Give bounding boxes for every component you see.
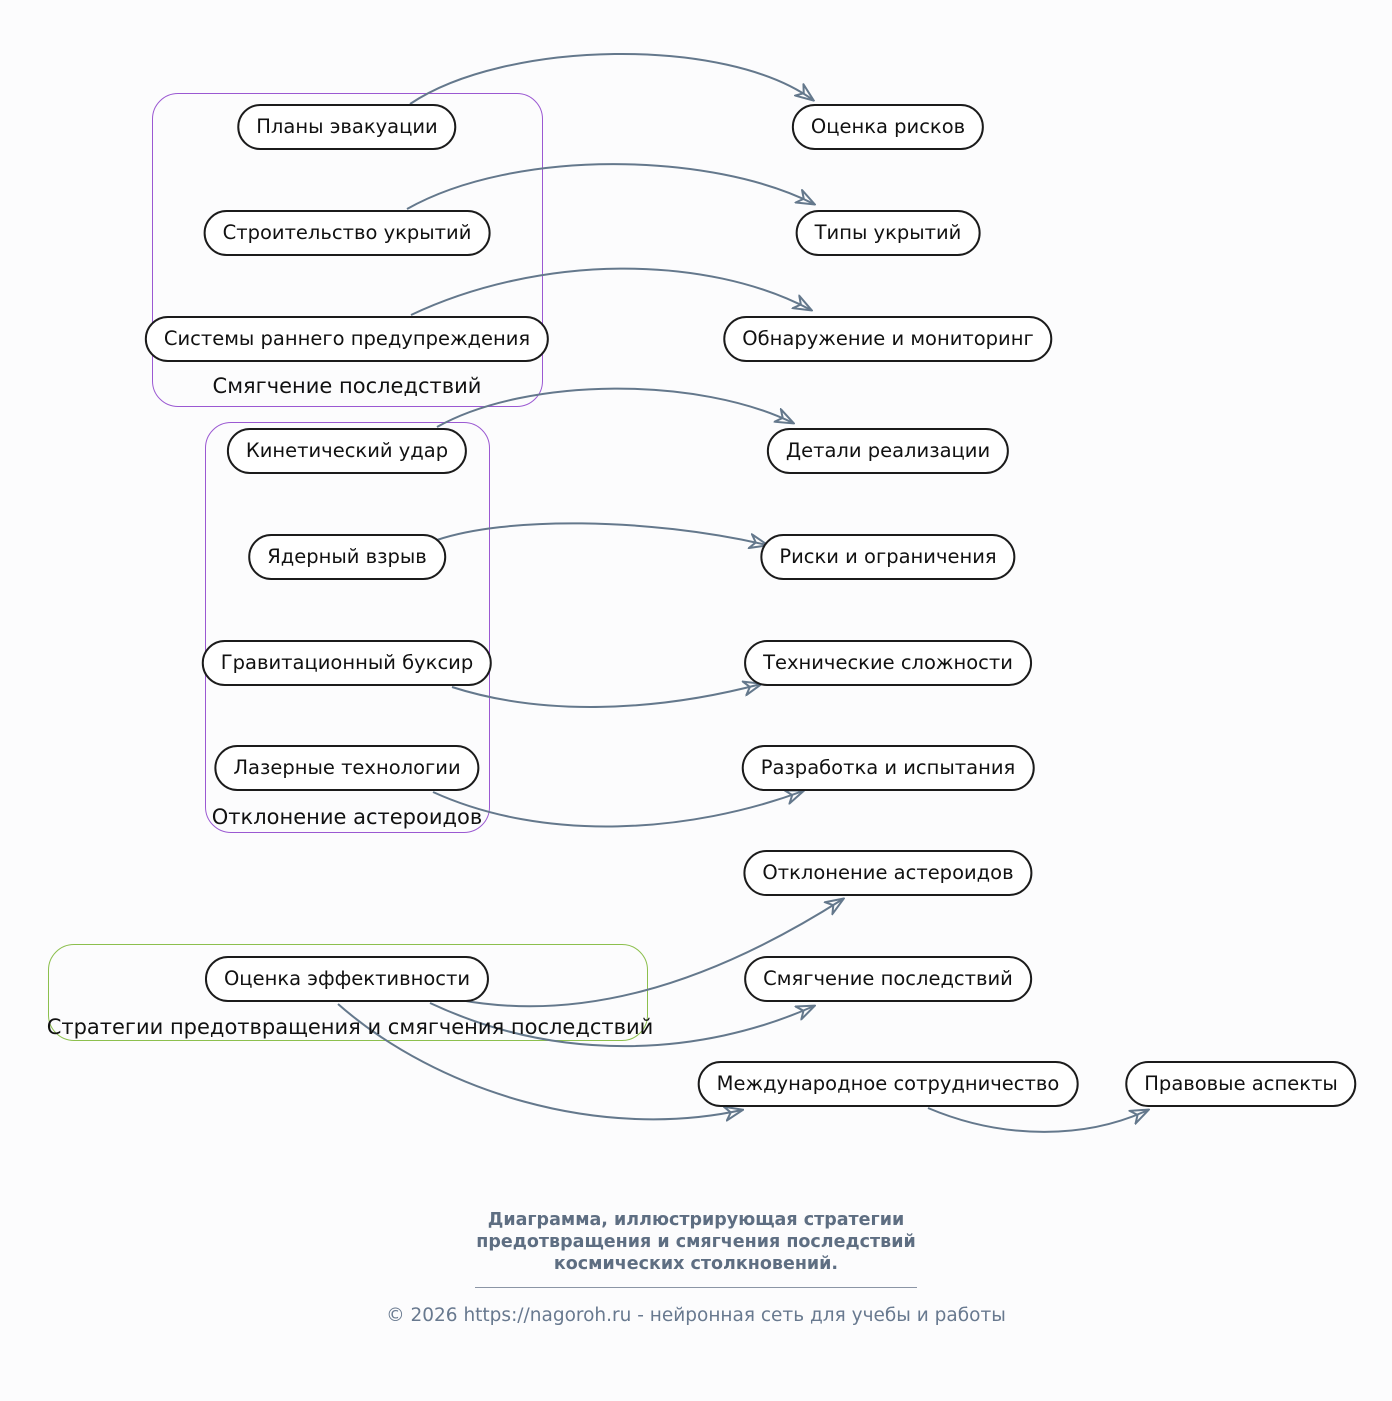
node-effectiveness-evaluation: Оценка эффективности	[205, 956, 489, 1002]
footer	[0, 1209, 1392, 1326]
node-consequence-mitigation: Смягчение последствий	[744, 956, 1032, 1002]
node-kinetic-impact: Кинетический удар	[227, 428, 467, 474]
edge-gravity-tractor-to-technical-difficulties	[452, 684, 761, 707]
node-laser-technologies: Лазерные технологии	[214, 745, 479, 791]
group-label-mitigation: Смягчение последствий	[212, 374, 482, 398]
footer-divider	[475, 1287, 917, 1288]
footer-caption	[0, 1209, 1392, 1275]
node-gravity-tractor: Гравитационный буксир	[202, 640, 492, 686]
node-shelter-types: Типы укрытий	[796, 210, 981, 256]
group-label-deflection: Отклонение астероидов	[211, 805, 483, 829]
node-risks-limitations: Риски и ограничения	[760, 534, 1015, 580]
node-early-warning-systems: Системы раннего предупреждения	[145, 316, 549, 362]
footer-caption-line2: предотвращения и смягчения последствий	[476, 1232, 916, 1252]
node-evacuation-plans: Планы эвакуации	[237, 104, 456, 150]
node-shelter-construction: Строительство укрытий	[204, 210, 491, 256]
group-label-strategies: Стратегии предотвращения и смягчения последствий	[46, 1015, 654, 1039]
node-detection-monitoring: Обнаружение и мониторинг	[723, 316, 1052, 362]
edge-international-cooperation-to-legal-aspects	[928, 1108, 1148, 1132]
node-risk-assessment: Оценка рисков	[792, 104, 984, 150]
node-implementation-details: Детали реализации	[767, 428, 1009, 474]
footer-caption-line1: Диаграмма, иллюстрирующая стратегии	[487, 1210, 905, 1230]
node-development-testing: Разработка и испытания	[742, 745, 1035, 791]
node-international-cooperation: Международное сотрудничество	[698, 1061, 1079, 1107]
node-legal-aspects: Правовые аспекты	[1125, 1061, 1356, 1107]
footer-copyright: © 2026 https://nagoroh.ru - нейронная сеть для учебы и работы	[386, 1305, 1006, 1326]
node-nuclear-explosion: Ядерный взрыв	[248, 534, 446, 580]
node-technical-difficulties: Технические сложности	[744, 640, 1032, 686]
node-asteroid-deflection: Отклонение астероидов	[743, 850, 1032, 896]
footer-caption-line3: космических столкновений.	[553, 1254, 839, 1274]
